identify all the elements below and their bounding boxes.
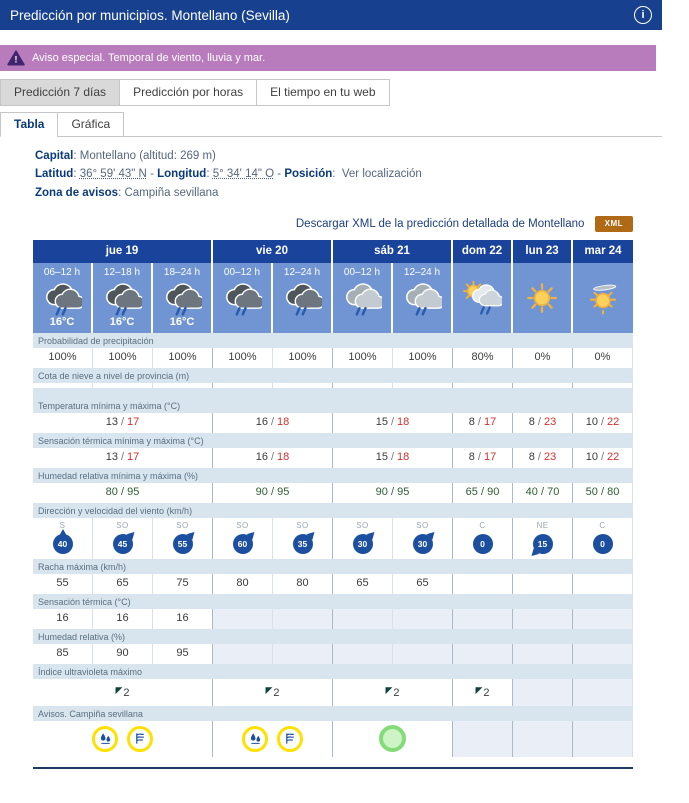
gust-cell: 80 — [273, 574, 333, 594]
tab-prediccion-por-horas[interactable]: Predicción por horas — [119, 79, 257, 106]
warnings-cell — [33, 721, 213, 757]
wind-cell — [393, 518, 453, 559]
period-temp: 16°C — [49, 316, 75, 329]
wind-speed: 30 — [353, 534, 373, 554]
feels-min: 13 — [105, 451, 118, 464]
wind-speed: 15 — [533, 534, 553, 554]
temp-sep: / — [600, 416, 605, 429]
precip-cell: 100% — [333, 348, 393, 368]
temp-sep: / — [537, 416, 541, 429]
warnings-cell — [513, 721, 573, 757]
wind-arrow-n-icon — [59, 529, 67, 536]
gust-cell — [573, 574, 633, 594]
humidity-single-cell — [453, 644, 513, 664]
row-label-uv: Índice ultravioleta máximo — [33, 664, 633, 679]
gust-cell — [453, 574, 513, 594]
period-cell — [33, 263, 93, 333]
feels-min: 16 — [255, 451, 268, 464]
posicion-label: Posición — [284, 168, 333, 181]
row-label-gust: Racha máxima (km/h) — [33, 559, 633, 574]
gust-cell: 65 — [393, 574, 453, 594]
day-header-jue-19: jue 19 — [33, 240, 213, 263]
forecast-table — [33, 240, 689, 757]
uv-cell — [213, 679, 333, 706]
day-header-dom-22: dom 22 — [453, 240, 513, 263]
temp-min: 8 — [468, 416, 475, 429]
coords-line: Latitud: 36° 59' 43" N - Longitud: 5° 34' 14" O - Posición: Ver localización — [35, 168, 422, 181]
feels-sep: / — [600, 451, 605, 464]
wind-speed: 55 — [173, 534, 193, 554]
info-icon[interactable] — [634, 6, 652, 24]
feels-single-cell — [453, 609, 513, 629]
temp-sep: / — [120, 416, 125, 429]
separator: - — [277, 168, 282, 181]
feels-single-cell — [333, 609, 393, 629]
uv-flag-icon — [115, 683, 122, 698]
temp-cell — [513, 413, 573, 433]
wind-speed: 40 — [53, 534, 73, 554]
row-label-wind: Dirección y velocidad del viento (km/h) — [33, 503, 633, 518]
humidity-single-cell: 90 — [93, 644, 153, 664]
period-cell — [453, 263, 513, 333]
temp-max: 18 — [397, 416, 410, 429]
wind-direction: SO — [296, 521, 309, 531]
warning-triangle-icon — [7, 50, 25, 66]
uv-value: 2 — [483, 687, 490, 700]
wind-speed: 0 — [593, 534, 613, 554]
wind-speed: 45 — [113, 534, 133, 554]
wind-warning-icon — [127, 726, 153, 752]
wind-cell — [93, 518, 153, 559]
wind-direction: NE — [536, 521, 549, 531]
sun-haze-icon — [583, 280, 623, 316]
subtab-tabla[interactable]: Tabla — [0, 112, 58, 137]
feels-cell — [573, 448, 633, 468]
period-label: 12–24 h — [283, 267, 321, 279]
temp-cell — [453, 413, 513, 433]
feels-cell — [333, 448, 453, 468]
warnings-cell — [213, 721, 333, 757]
feels-single-cell: 16 — [153, 609, 213, 629]
warnings-cell — [333, 721, 453, 757]
wind-warning-icon — [277, 726, 303, 752]
period-cell — [273, 263, 333, 333]
location-info — [35, 147, 689, 202]
period-cell — [393, 263, 453, 333]
gust-cell: 65 — [93, 574, 153, 594]
uv-value: 2 — [393, 687, 400, 700]
period-cell — [93, 263, 153, 333]
feels-sep: / — [390, 451, 395, 464]
precip-cell: 0% — [513, 348, 573, 368]
row-label-feels: Sensación térmica (°C) — [33, 594, 633, 609]
wind-cell — [453, 518, 513, 559]
separator: - — [150, 168, 154, 181]
precip-cell: 100% — [153, 348, 213, 368]
uv-flag-icon — [265, 683, 272, 698]
temp-cell — [213, 413, 333, 433]
period-cell — [333, 263, 393, 333]
period-cell — [573, 263, 633, 333]
feels-max: 18 — [397, 451, 410, 464]
heavy-rain-icon — [162, 280, 202, 316]
rain-warning-icon — [92, 726, 118, 752]
zona-avisos-label: Zona de avisos — [35, 186, 119, 199]
feels-single-cell: 16 — [33, 609, 93, 629]
tab-el-tiempo-en-tu-web[interactable]: El tiempo en tu web — [256, 79, 389, 106]
uv-cell — [453, 679, 513, 706]
feels-max: 18 — [277, 451, 290, 464]
feels-min: 8 — [468, 451, 475, 464]
temp-cell — [333, 413, 453, 433]
no-warning-icon — [379, 725, 406, 752]
period-cell — [153, 263, 213, 333]
sun-rain-icon — [462, 280, 502, 316]
temp-max: 17 — [127, 416, 140, 429]
latitud-label: Latitud — [35, 168, 74, 181]
humidity-cell: 90 / 95 — [213, 483, 333, 503]
bottom-divider — [33, 767, 633, 769]
page-title: Predicción por municipios. Montellano (Sevilla) — [10, 7, 290, 23]
heavy-rain-icon — [282, 280, 322, 316]
period-label: 06–12 h — [43, 267, 81, 279]
feels-max: 23 — [543, 451, 557, 464]
humidity-single-cell: 95 — [153, 644, 213, 664]
zona-line: Zona de avisos: Campiña sevillana — [35, 186, 219, 199]
temp-sep: / — [390, 416, 395, 429]
precip-cell: 100% — [33, 348, 93, 368]
xml-download-text: Descargar XML de la predicción detallada de Montellano — [295, 218, 585, 231]
uv-cell — [333, 679, 453, 706]
feels-single-cell — [573, 609, 633, 629]
day-header-sab-21: sáb 21 — [333, 240, 453, 263]
feels-cell — [513, 448, 573, 468]
row-label-warnings: Avisos. Campiña sevillana — [33, 706, 633, 721]
row-label-snow: Cota de nieve a nivel de provincia (m) — [33, 368, 633, 383]
feels-max: 22 — [607, 451, 620, 464]
light-rain-icon — [342, 280, 382, 316]
humidity-cell: 90 / 95 — [333, 483, 453, 503]
gust-cell: 80 — [213, 574, 273, 594]
period-cell — [513, 263, 573, 333]
wind-cell — [273, 518, 333, 559]
row-label-humidity-minmax: Humedad relativa mínima y máxima (%) — [33, 468, 633, 483]
feels-max: 17 — [127, 451, 140, 464]
xml-download-button[interactable]: XML — [595, 216, 633, 232]
uv-value: 2 — [123, 687, 130, 700]
feels-single-cell: 16 — [93, 609, 153, 629]
precip-cell: 0% — [573, 348, 633, 368]
temp-max: 18 — [277, 416, 290, 429]
period-label: 18–24 h — [163, 267, 201, 279]
warnings-cell — [453, 721, 513, 757]
tab-prediccion-7-dias[interactable]: Predicción 7 días — [0, 79, 120, 106]
wind-cell — [213, 518, 273, 559]
gust-cell: 65 — [333, 574, 393, 594]
feels-single-cell — [393, 609, 453, 629]
precip-cell: 80% — [453, 348, 513, 368]
temp-min: 10 — [585, 416, 598, 429]
uv-value: 2 — [273, 687, 280, 700]
feels-sep: / — [477, 451, 481, 464]
uv-flag-icon — [475, 683, 482, 698]
view-subtabs — [0, 112, 662, 137]
wind-speed: 30 — [413, 534, 433, 554]
uv-cell — [33, 679, 213, 706]
wind-cell — [333, 518, 393, 559]
capital-value: Montellano (altitud: 269 m) — [79, 150, 216, 162]
row-label-feels-minmax: Sensación térmica mínima y máxima (°C) — [33, 433, 633, 448]
wind-direction: SO — [236, 521, 249, 531]
temp-min: 15 — [375, 416, 388, 429]
heavy-rain-icon — [222, 280, 262, 316]
uv-flag-icon — [385, 683, 392, 698]
sun-icon — [522, 280, 562, 316]
xml-download-line — [0, 216, 633, 232]
precip-cell: 100% — [213, 348, 273, 368]
wind-direction: S — [59, 521, 66, 531]
humidity-cell: 40 / 70 — [513, 483, 573, 503]
special-warning-banner — [0, 45, 656, 71]
wind-direction: SO — [176, 521, 189, 531]
feels-max: 17 — [483, 451, 497, 464]
wind-cell — [573, 518, 633, 559]
wind-cell — [513, 518, 573, 559]
humidity-single-cell: 85 — [33, 644, 93, 664]
page-header — [0, 0, 662, 30]
feels-sep: / — [270, 451, 275, 464]
heavy-rain-icon — [42, 280, 82, 316]
precip-cell: 100% — [273, 348, 333, 368]
period-cell — [213, 263, 273, 333]
feels-single-cell — [213, 609, 273, 629]
feels-sep: / — [120, 451, 125, 464]
humidity-single-cell — [273, 644, 333, 664]
special-warning-text: Aviso especial. Temporal de viento, lluvia y mar. — [32, 52, 266, 64]
wind-direction: SO — [416, 521, 429, 531]
wind-cell — [153, 518, 213, 559]
feels-cell — [453, 448, 513, 468]
longitud-label: Longitud — [157, 168, 207, 181]
temp-max: 17 — [483, 416, 497, 429]
wind-direction: SO — [356, 521, 369, 531]
temp-cell — [33, 413, 213, 433]
feels-min: 8 — [528, 451, 535, 464]
subtab-grafica[interactable]: Gráfica — [57, 112, 124, 137]
capital-label: Capital — [35, 150, 74, 162]
humidity-cell: 65 / 90 — [453, 483, 513, 503]
humidity-single-cell — [573, 644, 633, 664]
main-tabs — [0, 79, 689, 106]
uv-cell — [513, 679, 573, 706]
row-label-temp: Temperatura mínima y máxima (°C) — [33, 388, 633, 413]
humidity-single-cell — [393, 644, 453, 664]
feels-cell — [33, 448, 213, 468]
row-label-precip: Probabilidad de precipitación — [33, 333, 633, 348]
period-temp: 16°C — [169, 316, 195, 329]
wind-direction: SO — [116, 521, 129, 531]
period-label: 12–18 h — [103, 267, 141, 279]
capital-line: Capital: Montellano (altitud: 269 m) — [35, 150, 216, 162]
gust-cell: 75 — [153, 574, 213, 594]
period-temp: 16°C — [109, 316, 135, 329]
humidity-single-cell — [513, 644, 573, 664]
gust-cell: 55 — [33, 574, 93, 594]
temp-min: 8 — [528, 416, 535, 429]
light-rain-icon — [402, 280, 442, 316]
gust-cell — [513, 574, 573, 594]
temp-cell — [573, 413, 633, 433]
precip-cell: 100% — [93, 348, 153, 368]
row-label-humidity: Humedad relativa (%) — [33, 629, 633, 644]
wind-direction: C — [599, 521, 606, 531]
latitud-value[interactable]: 36° 59' 43" N — [79, 168, 147, 181]
rain-warning-icon — [242, 726, 268, 752]
longitud-value[interactable]: 5° 34' 14" O — [212, 168, 275, 181]
temp-sep: / — [270, 416, 275, 429]
wind-direction: C — [479, 521, 486, 531]
day-header-mar-24: mar 24 — [573, 240, 633, 263]
wind-speed: 0 — [473, 534, 493, 554]
feels-min: 15 — [375, 451, 388, 464]
period-label: 12–24 h — [403, 267, 441, 279]
humidity-single-cell — [213, 644, 273, 664]
feels-single-cell — [513, 609, 573, 629]
wind-cell — [33, 518, 93, 559]
heavy-rain-icon — [102, 280, 142, 316]
period-label: 00–12 h — [223, 267, 261, 279]
humidity-cell: 50 / 80 — [573, 483, 633, 503]
temp-sep: / — [477, 416, 481, 429]
feels-single-cell — [273, 609, 333, 629]
feels-min: 10 — [585, 451, 598, 464]
temp-max: 22 — [607, 416, 620, 429]
wind-speed: 60 — [233, 534, 253, 554]
precip-cell: 100% — [393, 348, 453, 368]
ver-localizacion-link[interactable]: Ver localización — [341, 168, 422, 181]
humidity-cell: 80 / 95 — [33, 483, 213, 503]
temp-min: 16 — [255, 416, 268, 429]
wind-speed: 35 — [293, 534, 313, 554]
temp-max: 23 — [543, 416, 557, 429]
feels-sep: / — [537, 451, 541, 464]
warnings-cell — [573, 721, 633, 757]
feels-cell — [213, 448, 333, 468]
uv-cell — [573, 679, 633, 706]
period-label: 00–12 h — [343, 267, 381, 279]
temp-min: 13 — [105, 416, 118, 429]
day-header-vie-20: vie 20 — [213, 240, 333, 263]
day-header-lun-23: lun 23 — [513, 240, 573, 263]
zona-avisos-value: Campiña sevillana — [124, 186, 219, 199]
humidity-single-cell — [333, 644, 393, 664]
